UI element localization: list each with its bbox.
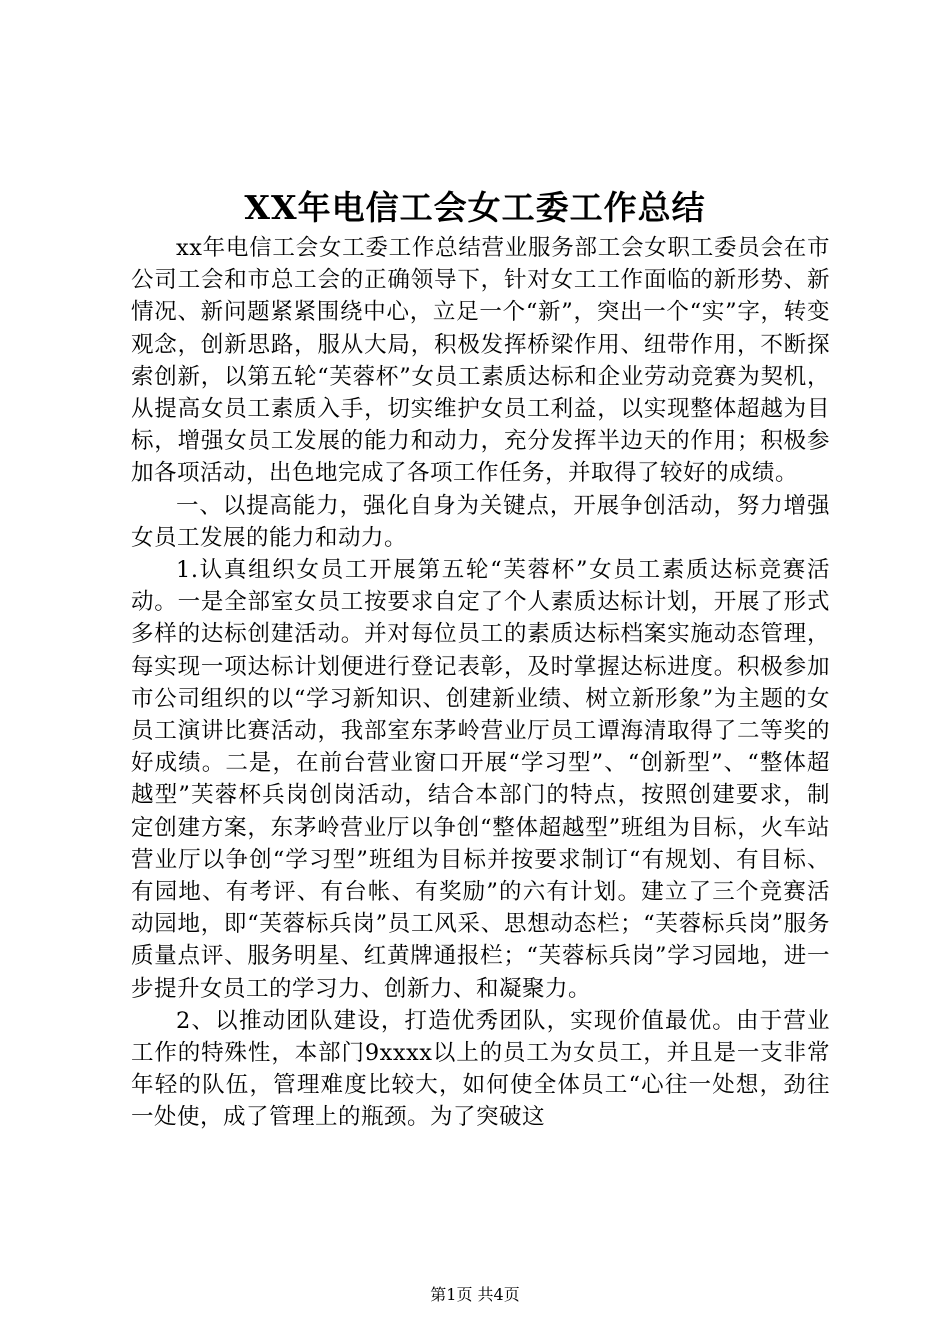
document-body: [131, 232, 830, 1134]
body-paragraph: xx年电信工会女工委工作总结营业服务部工会女职工委员会在市公司工会和市总工会的正确领导下，针对女工工作面临的新形势、新情况、新问题紧紧围绕中心，立足一个“新”，突出一个“实”字，转变观念，创新思路，服从大局，积极发挥桥梁作用、纽带作用，不断探索创新，以第五轮“芙蓉杯”女员工素质达标和企业劳动竞赛为契机，从提高女员工素质入手，切实维护女员工利益，以实现整体超越为目标，增强女员工发展的能力和动力，充分发挥半边天的作用；积极参加各项活动，出色地完成了各项工作任务，并取得了较好的成绩。: [131, 235, 830, 487]
section-heading-paragraph: 一、以提高能力，强化自身为关键点，开展争创活动，努力增强女员工发展的能力和动力。: [131, 492, 830, 551]
document-title: XX年电信工会女工委工作总结: [244, 188, 706, 227]
body-paragraph: 1.认真组织女员工开展第五轮“芙蓉杯”女员工素质达标竞赛活动。一是全部室女员工按要求自定了个人素质达标计划，开展了形式多样的达标创建活动。并对每位员工的素质达标档案实施动态管理，每实现一项达标计划便进行登记表彰，及时掌握达标进度。积极参加市公司组织的以“学习新知识、创建新业绩、树立新形象”为主题的女员工演讲比赛活动，我部室东茅岭营业厅员工谭海清取得了二等奖的好成绩。二是，在前台营业窗口开展“学习型”、“创新型”、“整体超越型”芙蓉杯兵岗创岗活动，结合本部门的特点，按照创建要求，制定创建方案，东茅岭营业厅以争创“整体超越型”班组为目标，火车站营业厅以争创“学习型”班组为目标并按要求制订“有规划、有目标、有园地、有考评、有台帐、有奖励”的六有计划。建立了三个竞赛活动园地，即“芙蓉标兵岗”员工风采、思想动态栏；“芙蓉标兵岗”服务质量点评、服务明星、红黄牌通报栏；“芙蓉标兵岗”学习园地，进一步提升女员工的学习力、创新力、和凝聚力。: [131, 557, 830, 1002]
body-paragraph: 2、以推动团队建设，打造优秀团队，实现价值最优。由于营业工作的特殊性，本部门9xxxx以上的员工为女员工，并且是一支非常年轻的队伍，管理难度比较大，如何使全体员工“心往一处想，劲往一处使，成了管理上的瓶颈。为了突破这: [131, 1007, 830, 1131]
page-number-footer: 第1页 共4页: [430, 1285, 520, 1304]
